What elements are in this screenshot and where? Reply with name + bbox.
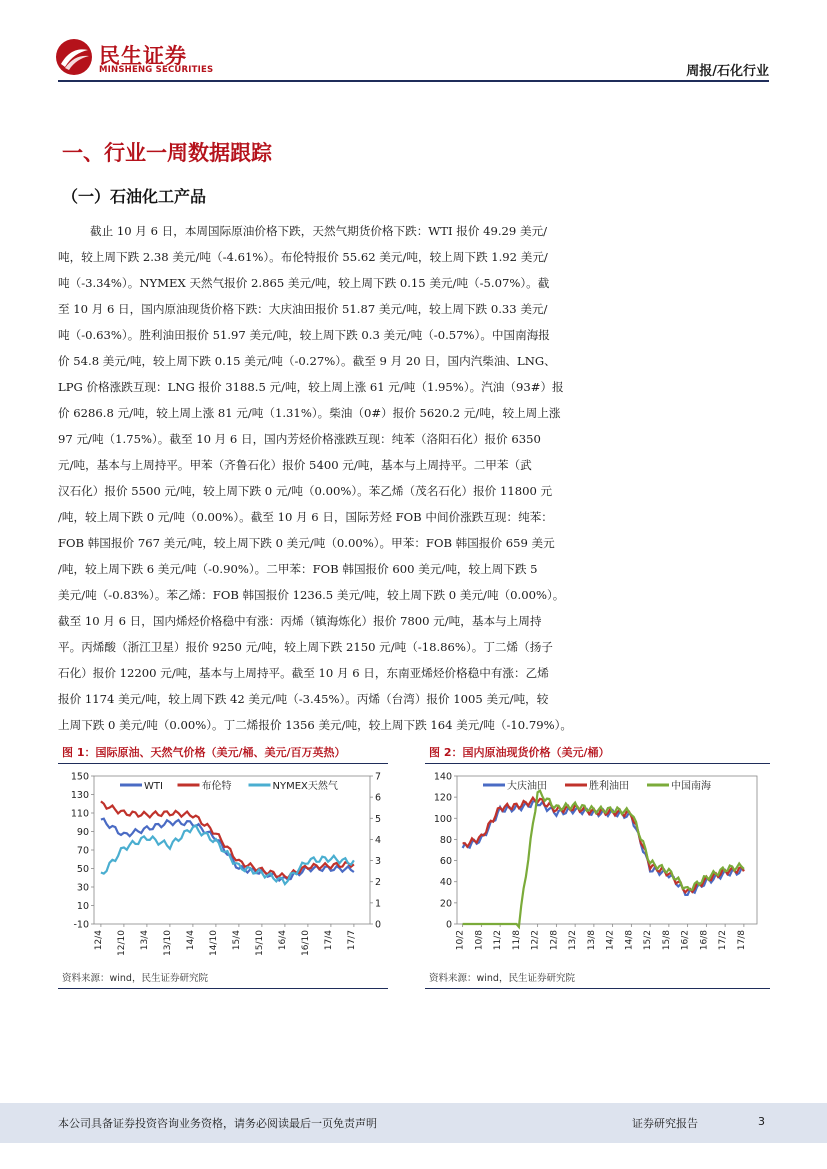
- paragraph-line: 吨（-3.34%）。NYMEX 天然气报价 2.865 美元/吨，较上周下跌 0.15 美元/吨（-5.07%）。截: [58, 276, 550, 290]
- figure-title: 图 1：国际原油、天然气价格（美元/桶、美元/百万英热）: [62, 746, 346, 759]
- y2-tick-label: 4: [375, 834, 382, 846]
- y2-tick-label: 7: [375, 771, 382, 783]
- paragraph-line: FOB 韩国报价 767 美元/吨，较上周下跌 0 美元/吨（0.00%）。甲苯：FOB 韩国报价 659 美元: [58, 536, 555, 550]
- paragraph-line: /吨，较上周下跌 0 元/吨（0.00%）。截至 10 月 6 日，国际芳烃 FOB 中间价涨跌互现：纯苯：: [58, 510, 553, 524]
- paragraph-line: 截至 10 月 6 日，国内烯烃价格稳中有涨：丙烯（镇海炼化）报价 7800 元/吨，基本与上周持: [58, 614, 542, 628]
- paragraph-line: 美元/吨（-0.83%）。苯乙烯：FOB 韩国报价 1236.5 美元/吨，较上周下跌 0 美元/吨（0.00%）。: [58, 588, 565, 602]
- y-tick-label: 70: [76, 845, 89, 857]
- paragraph-line: 价 54.8 美元/吨，较上周下跌 0.15 美元/吨（-0.27%）。截至 9 月 20 日，国内汽柴油、LNG、: [58, 354, 556, 368]
- paragraph: [58, 218, 769, 738]
- paragraph-line: 截止 10 月 6 日，本周国际原油价格下跌，天然气期货价格下跌：WTI 报价 49.29 美元/: [90, 224, 548, 238]
- paragraph-line: LPG 价格涨跌互现：LNG 报价 3188.5 元/吨，较上周上涨 61 元/吨（1.95%）。汽油（93#）报: [58, 380, 564, 394]
- x-tick-label: 16/4: [277, 930, 288, 951]
- x-tick-label: 15/4: [231, 930, 242, 951]
- paragraph-line: /吨，较上周下跌 6 美元/吨（-0.90%）。二甲苯：FOB 韩国报价 600 美元/吨，较上周下跌 5: [58, 562, 538, 576]
- figure-1: [58, 744, 388, 989]
- y-tick-label: 50: [76, 864, 89, 875]
- x-tick-label: 16/2: [680, 930, 691, 951]
- page-header: [0, 0, 827, 82]
- y-tick-label: 20: [439, 898, 452, 910]
- figure-source: 资料来源：wind，民生证券研究院: [429, 973, 575, 984]
- x-tick-label: 13/8: [586, 930, 597, 951]
- legend-label: 胜利油田: [589, 781, 629, 792]
- y-tick-label: 100: [433, 813, 452, 825]
- brand-logo: [55, 38, 225, 78]
- x-tick-label: 16/8: [699, 930, 710, 951]
- paragraph-line: 价 6286.8 元/吨，较上周上涨 81 元/吨（1.31%）。柴油（0#）报价 5620.2 元/吨，较上周上涨: [58, 406, 561, 420]
- x-tick-label: 15/2: [643, 930, 654, 951]
- y-tick-label: 110: [70, 808, 89, 820]
- y-tick-label: 90: [76, 827, 89, 838]
- x-tick-label: 17/7: [346, 930, 357, 951]
- paragraph-line: 上周下跌 0 美元/吨（0.00%）。丁二烯报价 1356 美元/吨，较上周下跌 164 美元/吨（-10.79%）。: [58, 718, 573, 732]
- y2-tick-label: 0: [375, 919, 382, 931]
- figure-2: [425, 744, 770, 989]
- x-tick-label: 11/8: [511, 930, 522, 951]
- figure-source: 资料来源：wind，民生证券研究院: [62, 973, 208, 984]
- series-line-0: [101, 819, 354, 881]
- y-tick-label: 80: [439, 834, 452, 846]
- y-tick-label: 30: [76, 882, 89, 894]
- y-tick-label: -10: [73, 919, 89, 931]
- x-tick-label: 15/10: [254, 930, 265, 956]
- footer-disclaimer: 本公司具备证券投资咨询业务资格，请务必阅读最后一页免责声明: [58, 1117, 377, 1130]
- x-tick-label: 12/2: [530, 930, 541, 951]
- paragraph-line: 汉石化）报价 5500 元/吨，较上周下跌 0 元/吨（0.00%）。苯乙烯（茂名石化）报价 11800 元: [58, 484, 553, 498]
- brand-name-en: MINSHENG SECURITIES: [99, 65, 214, 75]
- plot-frame: [457, 776, 757, 924]
- y-tick-label: 120: [433, 792, 452, 804]
- x-tick-label: 13/2: [568, 930, 579, 951]
- x-tick-label: 14/8: [624, 930, 635, 951]
- minsheng-logo-icon: [55, 38, 93, 76]
- x-tick-label: 14/4: [185, 930, 196, 951]
- subsection-title: （一）石油化工产品: [62, 187, 207, 206]
- x-tick-label: 10/8: [474, 930, 485, 951]
- y-tick-label: 60: [439, 856, 452, 868]
- y-tick-label: 130: [70, 790, 89, 801]
- x-tick-label: 13/10: [162, 930, 173, 956]
- paragraph-line: 石化）报价 12200 元/吨，基本与上周持平。截至 10 月 6 日，东南亚烯烃价格稳中有涨：乙烯: [58, 666, 549, 680]
- legend-label: 布伦特: [201, 781, 232, 792]
- figure-source-rule: [425, 988, 770, 989]
- paragraph-line: 平。丙烯酸（浙江卫星）报价 9250 元/吨，较上周下跌 2150 元/吨（-18.86%）。丁二烯（扬子: [58, 640, 553, 654]
- legend-label: 中国南海: [671, 781, 711, 792]
- x-tick-label: 17/2: [718, 930, 729, 951]
- x-tick-label: 12/4: [93, 930, 104, 951]
- y2-tick-label: 2: [375, 877, 382, 889]
- chart-domestic-crude-prices: [425, 764, 770, 964]
- footer-report-type: 证券研究报告: [632, 1117, 698, 1130]
- y2-tick-label: 3: [375, 856, 382, 868]
- header-divider: [58, 80, 769, 82]
- legend-label: NYMEX天然气: [272, 781, 338, 792]
- paragraph-line: 元/吨，基本与上周持平。甲苯（齐鲁石化）报价 5400 元/吨，基本与上周持平。二甲苯（武: [58, 458, 532, 472]
- page-footer: [0, 1103, 827, 1143]
- y2-tick-label: 6: [375, 792, 382, 804]
- x-tick-label: 12/10: [116, 930, 127, 956]
- y2-tick-label: 1: [375, 898, 382, 910]
- paragraph-line: 吨，较上周下跌 2.38 美元/吨（-4.61%）。布伦特报价 55.62 美元/吨，较上周下跌 1.92 美元/: [58, 250, 548, 264]
- page-number: 3: [758, 1115, 765, 1128]
- paragraph-line: 至 10 月 6 日，国内原油现货价格下跌：大庆油田报价 51.87 美元/吨，较上周下跌 0.33 美元/: [58, 302, 548, 316]
- plot-frame: [94, 776, 370, 924]
- paragraph-line: 吨（-0.63%）。胜利油田报价 51.97 美元/吨，较上周下跌 0.3 美元/吨（-0.57%）。中国南海报: [58, 328, 550, 342]
- x-tick-label: 11/2: [493, 930, 504, 951]
- x-tick-label: 14/2: [605, 930, 616, 951]
- x-tick-label: 10/2: [455, 930, 466, 951]
- y2-tick-label: 5: [375, 813, 382, 825]
- paragraph-line: 报价 1174 美元/吨，较上周下跌 42 美元/吨（-3.45%）。丙烯（台湾）报价 1005 美元/吨，较: [58, 692, 549, 706]
- x-tick-label: 17/4: [323, 930, 334, 951]
- chart-crude-gas-prices: [58, 764, 388, 964]
- x-tick-label: 12/8: [549, 930, 560, 951]
- x-tick-label: 15/8: [661, 930, 672, 951]
- figure-title: 图 2：国内原油现货价格（美元/桶）: [429, 746, 610, 759]
- legend-label: WTI: [144, 781, 163, 792]
- y-tick-label: 140: [433, 771, 452, 783]
- y-tick-label: 150: [70, 771, 89, 783]
- y-tick-label: 10: [76, 901, 89, 912]
- legend-label: 大庆油田: [507, 781, 547, 792]
- paragraph-line: 97 元/吨（1.75%）。截至 10 月 6 日，国内芳烃价格涨跌互现：纯苯（洛阳石化）报价 6350: [58, 432, 541, 446]
- x-tick-label: 17/8: [736, 930, 747, 951]
- x-tick-label: 13/4: [139, 930, 150, 951]
- x-tick-label: 14/10: [208, 930, 219, 956]
- brand-name-cn: 民生证券: [99, 44, 187, 68]
- report-category: 周报/石化行业: [686, 64, 769, 79]
- section-title: 一、行业一周数据跟踪: [62, 141, 272, 165]
- y-tick-label: 40: [439, 877, 452, 889]
- figure-source-rule: [58, 988, 388, 989]
- x-tick-label: 16/10: [300, 930, 311, 956]
- y-tick-label: 0: [445, 919, 452, 931]
